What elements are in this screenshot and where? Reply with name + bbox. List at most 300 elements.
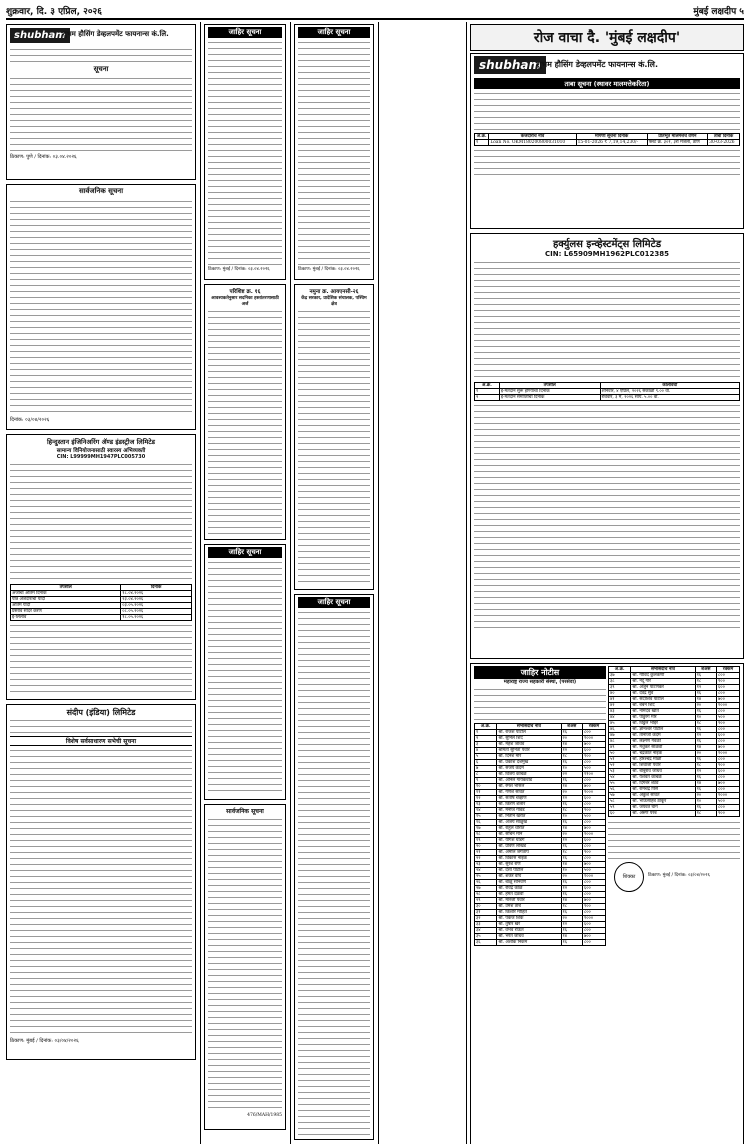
form-notice bbox=[204, 284, 286, 540]
table-cell: श्री. अमोल जगताप bbox=[497, 850, 561, 856]
text-block bbox=[474, 687, 606, 721]
table-cell: १ bbox=[475, 140, 489, 146]
table-cell: १००० bbox=[717, 793, 740, 799]
table-cell: ९०० bbox=[717, 679, 740, 685]
table-cell: १० bbox=[695, 799, 716, 805]
table-header: तपशील bbox=[11, 585, 121, 591]
table-cell: ५६ bbox=[609, 787, 631, 793]
ad-code: 476/MAH/1985 bbox=[247, 1113, 282, 1118]
table-cell: ८०० bbox=[582, 844, 605, 850]
table-cell: १३ bbox=[475, 802, 497, 808]
table-cell: ४४ bbox=[609, 715, 631, 721]
table-cell: १४ bbox=[695, 697, 716, 703]
table-cell: १८ bbox=[695, 811, 716, 817]
page-header bbox=[6, 4, 744, 20]
table-header: रक्कम bbox=[717, 667, 740, 673]
table-cell: २३.०४.२०२६ bbox=[121, 597, 192, 603]
table-row bbox=[475, 940, 606, 946]
table-cell: ७०० bbox=[582, 826, 605, 832]
table-cell: १६ bbox=[695, 691, 716, 697]
table-cell: ३९ bbox=[609, 685, 631, 691]
text-block bbox=[474, 91, 740, 131]
table-row bbox=[11, 615, 192, 621]
header-paper: मुंबई लक्षदीप ५ bbox=[693, 7, 744, 17]
table-cell: १८ bbox=[695, 721, 716, 727]
table-header: सभासदाचे नाव bbox=[497, 724, 561, 730]
table-cell: १६ bbox=[695, 757, 716, 763]
column-rule bbox=[290, 22, 291, 1144]
table-cell: श्री. देवेंद्र सुर्वे bbox=[631, 691, 695, 697]
table-cell: १४ bbox=[475, 808, 497, 814]
table-cell: ८०० bbox=[582, 778, 605, 784]
table-cell: ५५ bbox=[609, 781, 631, 787]
table-cell: श्री. उमेश तांबे bbox=[497, 904, 561, 910]
text-block bbox=[298, 40, 370, 266]
table-cell: रविवार, ३ मे, २०२६ सायं. ५.०० वा. bbox=[600, 395, 739, 401]
table-cell: १० bbox=[561, 868, 582, 874]
table-cell: १००० bbox=[582, 916, 605, 922]
table-cell: १० bbox=[561, 814, 582, 820]
table-cell: १००० bbox=[582, 790, 605, 796]
table-cell: ५८ bbox=[609, 799, 631, 805]
table-cell: ६०० bbox=[717, 733, 740, 739]
table-cell: ५०० bbox=[582, 766, 605, 772]
table-cell: ५०० bbox=[582, 868, 605, 874]
table-cell: श्री. अशोक निकम bbox=[497, 940, 561, 946]
table-cell: ६०० bbox=[717, 769, 740, 775]
table-cell: २२ bbox=[561, 772, 582, 778]
table-cell: श्री. शिवाजी पवार bbox=[631, 763, 695, 769]
table-cell: ७०० bbox=[717, 781, 740, 787]
table-cell: श्री. विकास नाईक bbox=[497, 856, 561, 862]
table-cell: श्री. किरण शेलार bbox=[497, 802, 561, 808]
table-cell: १० bbox=[475, 784, 497, 790]
form-subtitle: आवश्यकतेनुसार सदनिका हस्तांतरणासाठी अर्ज bbox=[211, 296, 279, 307]
table-cell: श्री. पांडुरंग मोरे bbox=[631, 715, 695, 721]
table-cell: ४० bbox=[609, 691, 631, 697]
company-name: संदीप (इंडिया) लिमिटेड bbox=[66, 708, 136, 717]
table-cell: ५ bbox=[475, 754, 497, 760]
table-cell: ८०० bbox=[582, 892, 605, 898]
table-cell: १६ bbox=[695, 739, 716, 745]
table-cell: ३४ bbox=[475, 928, 497, 934]
table-cell: १४ bbox=[561, 934, 582, 940]
shubham-notice-left bbox=[6, 24, 196, 180]
table-header: शेअर्स bbox=[695, 667, 716, 673]
table-cell: ५०० bbox=[582, 814, 605, 820]
table-cell: ६ bbox=[475, 760, 497, 766]
table-header: कर्जदाराचे नाव bbox=[489, 134, 576, 140]
table-cell: २ bbox=[475, 395, 500, 401]
notice-title: ताबा सूचना (स्थावर मालमत्तेकरिता) bbox=[474, 78, 740, 89]
table-cell: श्री. मनोज गावडे bbox=[497, 808, 561, 814]
table-cell: १२ bbox=[561, 748, 582, 754]
table-cell: १८ bbox=[561, 754, 582, 760]
table-cell: श्री. भरत जाधव bbox=[497, 934, 561, 940]
table-header: तपशील bbox=[499, 383, 600, 389]
table-cell: ६०० bbox=[582, 886, 605, 892]
seal: शिक्का bbox=[614, 862, 644, 892]
table-header: कालावधी bbox=[600, 383, 739, 389]
notice-title: जाहिर सूचना bbox=[298, 27, 370, 38]
table-cell: 15-01-2026 ₹ 7,19,14,230/- bbox=[576, 140, 647, 146]
table-cell: श्रीमती सुनिता पवार bbox=[497, 748, 561, 754]
table-cell: ८०० bbox=[582, 730, 605, 736]
table-cell: ८०० bbox=[582, 880, 605, 886]
form-title: परिशिष्ट क्र. १६ bbox=[229, 289, 261, 295]
text-block bbox=[10, 76, 192, 154]
column-1 bbox=[4, 22, 198, 1144]
table-cell: ५०० bbox=[717, 715, 740, 721]
table-cell: १६ bbox=[561, 820, 582, 826]
table-cell: ४५ bbox=[609, 721, 631, 727]
table-cell: ५३ bbox=[609, 769, 631, 775]
table-cell: ७०० bbox=[582, 742, 605, 748]
table-header: प्रतिभूत मालमत्तेचे वर्णन bbox=[647, 134, 708, 140]
table-cell: ३५ bbox=[475, 934, 497, 940]
table-cell: १६ bbox=[561, 844, 582, 850]
table-cell: ५१ bbox=[609, 757, 631, 763]
header-date: शुक्रवार, दि. ३ एप्रिल, २०२६ bbox=[6, 7, 102, 17]
table-cell: ९०० bbox=[717, 811, 740, 817]
society-notice-right bbox=[608, 666, 740, 1144]
table-cell: श्री. अरुण परब bbox=[631, 811, 695, 817]
table-cell: ४३ bbox=[609, 709, 631, 715]
text-block bbox=[10, 462, 192, 582]
table-cell: श्री. प्रविण लोखंडे bbox=[497, 844, 561, 850]
table-cell: श्री. सुरेश राणे bbox=[497, 862, 561, 868]
table-cell: ७०० bbox=[717, 745, 740, 751]
table-cell: श्री. हरिश्चंद्र माळी bbox=[631, 757, 695, 763]
text-block bbox=[474, 260, 740, 380]
shubham-possession-notice bbox=[470, 53, 744, 229]
table-cell: श्री. चंद्रकांत नाईक bbox=[631, 751, 695, 757]
table-cell: १६ bbox=[561, 910, 582, 916]
table-cell: श्री. अर्जुन पाटणकर bbox=[631, 685, 695, 691]
table-cell: ९०० bbox=[582, 754, 605, 760]
notice-subtitle: विशेष सर्वसाधारण सभेची सूचना bbox=[10, 736, 192, 746]
company-name: हिन्दुस्तान इंजिनिअरिंग ॲण्ड इंडस्ट्रीज लिमिटेड bbox=[46, 438, 156, 446]
table-cell: २८ bbox=[475, 892, 497, 898]
possession-table bbox=[474, 133, 740, 146]
company-name: शुभम हौसिंग डेव्हलपमेंट फायनान्स कं.लि. bbox=[62, 30, 169, 38]
public-notice bbox=[204, 544, 286, 800]
table-cell: १८.०५.२०२६ bbox=[121, 615, 192, 621]
column-right bbox=[468, 22, 746, 1144]
table-cell: श्री. मारुती पवार bbox=[497, 898, 561, 904]
table-header: मागणी सूचना दिनांक bbox=[576, 134, 647, 140]
table-cell: ४६ bbox=[609, 727, 631, 733]
table-cell: २१ bbox=[475, 850, 497, 856]
notice-title: सूचना bbox=[93, 65, 109, 73]
table-cell: १८ bbox=[561, 904, 582, 910]
table-cell: श्री. गोविंद कुलकर्णी bbox=[631, 673, 695, 679]
table-cell: श्री. ज्ञानेश्वर पाटील bbox=[631, 727, 695, 733]
table-cell: १८ bbox=[475, 832, 497, 838]
text-block bbox=[10, 199, 192, 417]
table-cell: १६ bbox=[561, 760, 582, 766]
form-subtitle: केंद्र सरकार, प्रादेशिक संचालक, पश्चिम क्षेत्र bbox=[301, 296, 367, 307]
column-rule bbox=[378, 22, 379, 1144]
table-cell: श्री. अनिल गायकवाड bbox=[497, 778, 561, 784]
text-block bbox=[10, 47, 192, 63]
table-cell: ११ bbox=[475, 790, 497, 796]
table-cell: ७०० bbox=[582, 784, 605, 790]
table-cell: श्री. किशोर मोहिते bbox=[497, 910, 561, 916]
table-cell: ३ bbox=[475, 742, 497, 748]
table-cell: १००० bbox=[717, 703, 740, 709]
table-cell: १० bbox=[561, 766, 582, 772]
table-cell: ४७ bbox=[609, 733, 631, 739]
table-cell: ई-मतदान समाप्तीचा दिनांक bbox=[499, 395, 600, 401]
table-cell: १६ bbox=[695, 709, 716, 715]
table-cell: ६०० bbox=[582, 796, 605, 802]
table-cell: श्री. विठ्ठल भोईर bbox=[631, 721, 695, 727]
table-cell: १४ bbox=[561, 898, 582, 904]
table-cell: १४ bbox=[695, 745, 716, 751]
table-cell: २० bbox=[475, 844, 497, 850]
table-cell: श्री. रमेश भोसले bbox=[497, 784, 561, 790]
table-cell: ८०० bbox=[717, 673, 740, 679]
column-2 bbox=[202, 22, 288, 1144]
cin-number: CIN: L99999MH1947PLC005730 bbox=[56, 454, 146, 460]
table-cell: श्री. अजय साळुंखे bbox=[497, 820, 561, 826]
ibbi-notice bbox=[6, 434, 196, 700]
place-date: ठिकाण: मुंबई / दिनांक: ०३.०४.२०२६ bbox=[208, 267, 270, 272]
table-cell: १६ bbox=[695, 787, 716, 793]
table-cell: २० bbox=[695, 751, 716, 757]
table-cell: ९०० bbox=[582, 850, 605, 856]
table-cell: ३१ bbox=[475, 910, 497, 916]
table-cell: १२ bbox=[695, 685, 716, 691]
table-cell: २५ bbox=[475, 874, 497, 880]
table-cell: ३२ bbox=[475, 916, 497, 922]
table-cell: ४१ bbox=[609, 697, 631, 703]
table-cell: १२ bbox=[561, 838, 582, 844]
text-block bbox=[474, 148, 740, 178]
table-cell: १२ bbox=[475, 796, 497, 802]
place-date: ठिकाण: मुंबई / दिनांक: ०३/०४/२०२६ bbox=[10, 1038, 79, 1044]
table-cell: १२ bbox=[695, 769, 716, 775]
table-cell: श्री. रामचंद्र पिसे bbox=[631, 787, 695, 793]
text-block bbox=[208, 40, 282, 266]
table-cell: ०३.०५.२०२६ bbox=[121, 603, 192, 609]
column-3 bbox=[292, 22, 376, 1144]
table-cell: ८०० bbox=[582, 820, 605, 826]
table-cell: प्रस्ताव सादर करणे bbox=[11, 609, 121, 615]
table-cell: श्री. हेमंत दळवी bbox=[497, 892, 561, 898]
table-cell: ८०० bbox=[582, 910, 605, 916]
table-cell: श्री. नंदू गोरे bbox=[631, 679, 695, 685]
table-cell: १६ bbox=[561, 778, 582, 784]
table-header: शेअर्स bbox=[561, 724, 582, 730]
notice-subtitle: सामान्य विनियोजनासाठी स्वारस्य अभिव्यक्ती bbox=[56, 448, 146, 454]
public-notice bbox=[294, 24, 374, 280]
table-cell: २० bbox=[561, 736, 582, 742]
table-cell: Loan No. OKM180200800031010 bbox=[489, 140, 576, 146]
table-cell: २६ bbox=[475, 880, 497, 886]
table-cell: ९०० bbox=[582, 808, 605, 814]
table-cell: २ bbox=[475, 736, 497, 742]
cin-number: CIN: L65909MH1962PLC012385 bbox=[545, 250, 669, 258]
table-cell: ६०० bbox=[582, 748, 605, 754]
table-header: अ.क्र. bbox=[475, 134, 489, 140]
table-cell: ८०० bbox=[717, 787, 740, 793]
table-cell: ९०० bbox=[717, 763, 740, 769]
public-notice bbox=[204, 24, 286, 280]
table-cell: श्री. दिगंबर शेट्ये bbox=[631, 781, 695, 787]
hercules-notice bbox=[470, 233, 744, 659]
shubham-logo: shubham bbox=[474, 56, 546, 74]
table-cell: ९०० bbox=[717, 721, 740, 727]
table-cell: २० bbox=[561, 832, 582, 838]
table-cell: ८०० bbox=[717, 739, 740, 745]
table-cell: श्री. रविंद्र काळे bbox=[497, 886, 561, 892]
table-cell: १६ bbox=[561, 940, 582, 946]
table-cell: १६ bbox=[695, 673, 716, 679]
table-cell: श्री. दत्ता पाटील bbox=[497, 868, 561, 874]
table-cell: १७ bbox=[475, 826, 497, 832]
text-block bbox=[10, 748, 192, 1038]
table-cell: ५२ bbox=[609, 763, 631, 769]
table-cell: १००० bbox=[717, 751, 740, 757]
sandeep-notice bbox=[6, 704, 196, 1060]
table-cell: ८०० bbox=[717, 691, 740, 697]
table-cell: ६०० bbox=[582, 922, 605, 928]
table-cell: २३ bbox=[475, 862, 497, 868]
table-cell: १२ bbox=[695, 733, 716, 739]
evoting-table bbox=[474, 382, 740, 401]
table-cell: १४ bbox=[561, 784, 582, 790]
table-cell: श्री. जयवंत घाग bbox=[631, 805, 695, 811]
table-cell: १६ bbox=[561, 928, 582, 934]
table-cell: २० bbox=[561, 790, 582, 796]
table-header: अ.क्र. bbox=[475, 724, 497, 730]
table-cell: श्री. बाबुराव जाधव bbox=[631, 769, 695, 775]
table-cell: १२ bbox=[561, 922, 582, 928]
table-cell: श्री. सचिन माने bbox=[497, 832, 561, 838]
table-cell: ई-मतदान सुरू होण्याचा दिनांक bbox=[499, 389, 600, 395]
notice-title: सार्वजनिक सूचना bbox=[78, 187, 124, 195]
table-cell: श्री. नामदेव खोत bbox=[631, 709, 695, 715]
form-notice bbox=[294, 284, 374, 590]
shubham-logo: shubham bbox=[10, 28, 70, 43]
table-cell: ७०० bbox=[582, 898, 605, 904]
column-rule bbox=[200, 22, 201, 1144]
table-cell: १४ bbox=[561, 742, 582, 748]
table-cell: ८०० bbox=[717, 727, 740, 733]
table-cell: २४ bbox=[475, 868, 497, 874]
table-cell: १५ bbox=[475, 814, 497, 820]
table-cell: श्री. लक्ष्मण गवळी bbox=[631, 739, 695, 745]
paper-tagline: रोज वाचा दै. 'मुंबई लक्षदीप' bbox=[470, 24, 744, 51]
table-cell: ८०० bbox=[717, 709, 740, 715]
table-cell: ५० bbox=[609, 751, 631, 757]
column-rule bbox=[466, 22, 467, 1144]
table-cell: १६ bbox=[695, 775, 716, 781]
table-cell: ८०० bbox=[582, 802, 605, 808]
table-cell: श्री. दिनेश मोरे bbox=[497, 754, 561, 760]
table-cell: ११०० bbox=[582, 772, 605, 778]
table-cell: २० bbox=[695, 793, 716, 799]
table-cell: श्री. प्रकाश देशमुख bbox=[497, 760, 561, 766]
members-table-left bbox=[474, 723, 606, 946]
table-header: अ.क्र. bbox=[609, 667, 631, 673]
table-cell: ७०० bbox=[582, 862, 605, 868]
form-title: नमुना क्र. आयएनसी-२६ bbox=[309, 289, 359, 295]
schedule-table bbox=[10, 584, 192, 621]
table-cell: श्री. तानाजी कदम bbox=[631, 733, 695, 739]
table-row bbox=[475, 395, 740, 401]
notice-title: जाहिर सूचना bbox=[298, 597, 370, 608]
table-cell: श्री. विजय कांबळे bbox=[497, 772, 561, 778]
text-block bbox=[208, 817, 282, 1113]
table-cell: श्री. बबन शिंदे bbox=[631, 703, 695, 709]
table-cell: श्री. नितीन खरात bbox=[497, 814, 561, 820]
table-cell: १४ bbox=[695, 781, 716, 787]
table-cell: ७०० bbox=[582, 934, 605, 940]
table-cell: श्री. पंकज शिर्के bbox=[497, 916, 561, 922]
table-cell: श्री. महेश जाधव bbox=[497, 742, 561, 748]
text-block bbox=[10, 718, 192, 736]
place-date: ठिकाण: मुंबई / दिनांक: ०३/०४/२०२६ bbox=[648, 873, 710, 878]
public-notice bbox=[294, 594, 374, 1140]
table-cell: ८०० bbox=[582, 940, 605, 946]
table-cell: ५०० bbox=[717, 799, 740, 805]
table-cell: ९०० bbox=[582, 904, 605, 910]
table-cell: ७०० bbox=[717, 697, 740, 703]
table-cell: ८०० bbox=[582, 760, 605, 766]
table-cell: १ bbox=[475, 730, 497, 736]
table-cell: ६०० bbox=[582, 838, 605, 844]
table-header: ताबा दिनांक bbox=[708, 134, 740, 140]
table-cell: २७ bbox=[475, 886, 497, 892]
text-block bbox=[10, 623, 192, 693]
table-cell: श्री. संजय कदम bbox=[497, 766, 561, 772]
table-cell: १८ bbox=[695, 679, 716, 685]
table-cell: ३६ bbox=[475, 940, 497, 946]
notice-title: जाहिर सूचना bbox=[208, 27, 282, 38]
table-cell: फ्लॅट क्र. ३०१, ३रा मजला, ठाणे bbox=[647, 140, 708, 146]
table-cell: ४९ bbox=[609, 745, 631, 751]
table-cell: श्री. बाळू सोनवणे bbox=[497, 880, 561, 886]
table-cell: ४८ bbox=[609, 739, 631, 745]
table-cell: ८०० bbox=[717, 775, 740, 781]
table-cell: ९ bbox=[475, 778, 497, 784]
public-notice bbox=[204, 804, 286, 1130]
table-cell: १८ bbox=[561, 850, 582, 856]
table-row bbox=[609, 811, 740, 817]
table-cell: १८ bbox=[695, 763, 716, 769]
table-cell: श्री. तुषार खैरे bbox=[497, 922, 561, 928]
table-cell: १६ bbox=[695, 727, 716, 733]
table-cell: १९ bbox=[475, 838, 497, 844]
table-cell: ५४ bbox=[609, 775, 631, 781]
table-cell: १८ bbox=[561, 808, 582, 814]
table-cell: ३७ bbox=[609, 673, 631, 679]
table-cell: १००० bbox=[582, 736, 605, 742]
table-cell: अंतिम यादी bbox=[11, 603, 121, 609]
table-cell: १४ bbox=[561, 826, 582, 832]
table-cell: श्री. गणेश सावंत bbox=[497, 790, 561, 796]
table-cell: अर्जाचा अंतिम दिनांक bbox=[11, 591, 121, 597]
table-cell: ६० bbox=[609, 811, 631, 817]
table-cell: ८०० bbox=[717, 805, 740, 811]
table-cell: १ bbox=[475, 389, 500, 395]
table-cell: ७ bbox=[475, 766, 497, 772]
company-name: शुभम हौसिंग डेव्हलपमेंट फायनान्स कं.लि. bbox=[536, 60, 659, 69]
table-cell: २२ bbox=[475, 856, 497, 862]
